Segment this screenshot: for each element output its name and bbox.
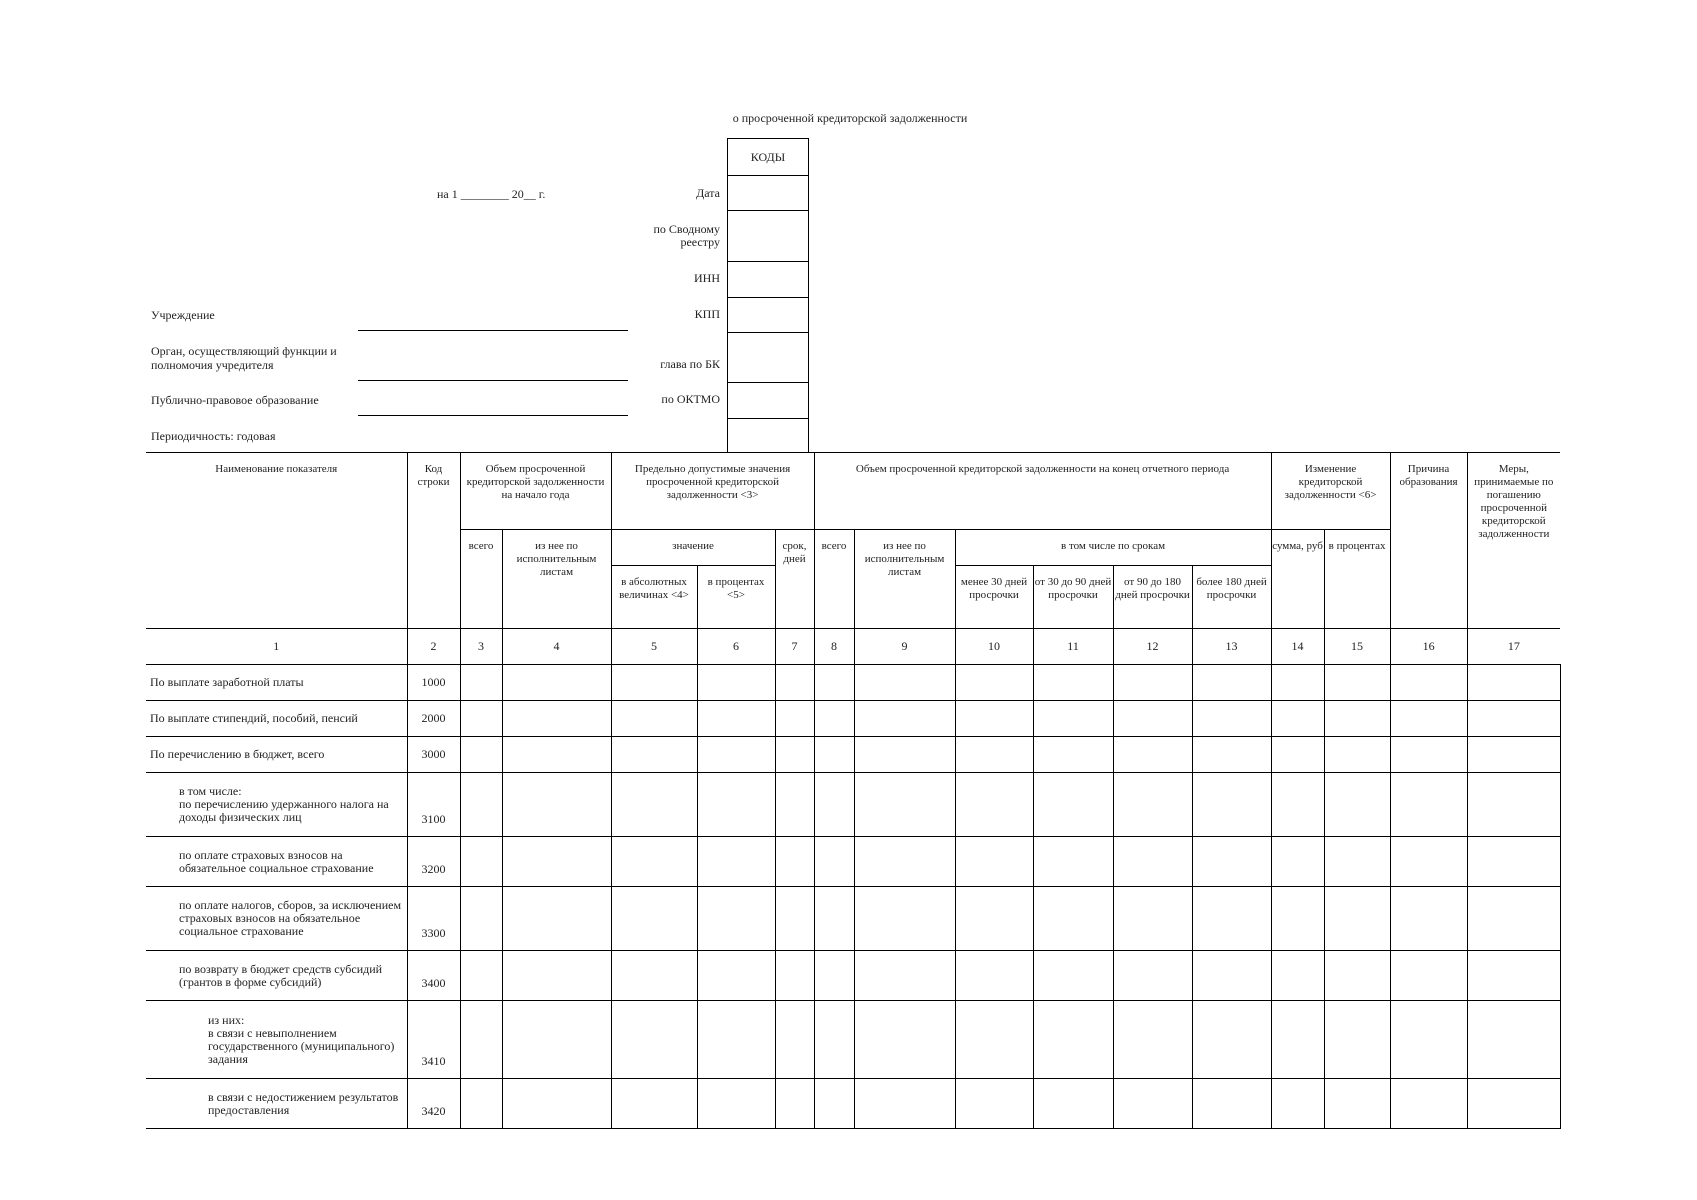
- value-cell-col-11[interactable]: [1033, 773, 1113, 837]
- row-name: По выплате заработной платы: [146, 665, 407, 701]
- column-number: 4: [502, 629, 611, 665]
- value-cell-col-6[interactable]: [697, 887, 775, 951]
- value-cell-col-16[interactable]: [1390, 837, 1467, 887]
- value-cell-col-17[interactable]: [1467, 837, 1560, 887]
- value-cell-col-9[interactable]: [854, 773, 955, 837]
- authority-label: Орган, осуществляющий функции и полномочия учредителя: [151, 344, 337, 372]
- code-oktmo-field[interactable]: [728, 383, 808, 419]
- value-cell-col-10[interactable]: [955, 773, 1033, 837]
- value-cell-col-7[interactable]: [775, 1001, 814, 1079]
- row-name: по оплате налогов, сборов, за исключением страховых взносов на обязательное социальное страхование: [146, 887, 407, 951]
- header-end-of-period: Объем просроченной кредиторской задолженности на конец отчетного периода: [814, 453, 1271, 530]
- value-cell-col-10[interactable]: [955, 1001, 1033, 1079]
- column-number: 6: [697, 629, 775, 665]
- value-cell-col-6[interactable]: [697, 951, 775, 1001]
- value-cell-col-7[interactable]: [775, 737, 814, 773]
- overdue-payables-table: [146, 452, 1561, 1129]
- code-registry-field[interactable]: [728, 211, 808, 262]
- value-cell-col-4[interactable]: [502, 701, 611, 737]
- code-empty-cell: [728, 419, 808, 453]
- value-cell-col-10[interactable]: [955, 837, 1033, 887]
- value-cell-col-17[interactable]: [1467, 887, 1560, 951]
- value-cell-col-9[interactable]: [854, 1001, 955, 1079]
- header-begin-exec: из нее по исполнительным листам: [502, 530, 611, 629]
- column-number: 8: [814, 629, 854, 665]
- value-cell-col-14[interactable]: [1271, 1079, 1324, 1129]
- header-gt180: более 180 дней просрочки: [1192, 566, 1271, 629]
- row-code: 3400: [407, 951, 460, 1001]
- periodicity-label: Периодичность: годовая: [151, 429, 276, 443]
- header-by-terms: в том числе по срокам: [955, 530, 1271, 566]
- value-cell-col-15[interactable]: [1324, 887, 1390, 951]
- value-cell-col-9[interactable]: [854, 951, 955, 1001]
- value-cell-col-8[interactable]: [814, 665, 854, 701]
- value-cell-col-5[interactable]: [611, 837, 697, 887]
- value-cell-col-15[interactable]: [1324, 1001, 1390, 1079]
- value-cell-col-8[interactable]: [814, 887, 854, 951]
- value-cell-col-12[interactable]: [1113, 1001, 1192, 1079]
- column-number: 1: [146, 629, 407, 665]
- value-cell-col-17[interactable]: [1467, 701, 1560, 737]
- value-cell-col-6[interactable]: [697, 837, 775, 887]
- row-name: в связи с недостижением результатов предоставления: [146, 1079, 407, 1129]
- value-cell-col-14[interactable]: [1271, 737, 1324, 773]
- value-cell-col-15[interactable]: [1324, 951, 1390, 1001]
- value-cell-col-12[interactable]: [1113, 951, 1192, 1001]
- table-row: [146, 1001, 1560, 1079]
- row-code: 3300: [407, 887, 460, 951]
- value-cell-col-6[interactable]: [697, 665, 775, 701]
- value-cell-col-16[interactable]: [1390, 887, 1467, 951]
- row-name: из них: в связи с невыполнением государственного (муниципального) задания: [146, 1001, 407, 1079]
- column-number: 16: [1390, 629, 1467, 665]
- value-cell-col-11[interactable]: [1033, 665, 1113, 701]
- value-cell-col-5[interactable]: [611, 773, 697, 837]
- value-cell-col-5[interactable]: [611, 1001, 697, 1079]
- row-code: 1000: [407, 665, 460, 701]
- value-cell-col-12[interactable]: [1113, 1079, 1192, 1129]
- value-cell-col-5[interactable]: [611, 951, 697, 1001]
- column-number: 17: [1467, 629, 1560, 665]
- value-cell-col-14[interactable]: [1271, 665, 1324, 701]
- table-row: [146, 773, 1560, 837]
- value-cell-col-6[interactable]: [697, 1079, 775, 1129]
- value-cell-col-10[interactable]: [955, 887, 1033, 951]
- header-measures: Меры, принимаемые по погашению просроченной кредиторской задолженности: [1467, 453, 1560, 629]
- value-cell-col-13[interactable]: [1192, 737, 1271, 773]
- institution-field[interactable]: [358, 330, 628, 331]
- value-cell-col-15[interactable]: [1324, 837, 1390, 887]
- column-number: 15: [1324, 629, 1390, 665]
- value-cell-col-9[interactable]: [854, 887, 955, 951]
- value-cell-col-17[interactable]: [1467, 773, 1560, 837]
- row-name: по оплате страховых взносов на обязательное социальное страхование: [146, 837, 407, 887]
- codes-box: [727, 138, 809, 453]
- value-cell-col-6[interactable]: [697, 701, 775, 737]
- value-cell-col-13[interactable]: [1192, 951, 1271, 1001]
- row-code: 2000: [407, 701, 460, 737]
- value-cell-col-3[interactable]: [460, 837, 502, 887]
- value-cell-col-11[interactable]: [1033, 951, 1113, 1001]
- header-reason: Причина образования: [1390, 453, 1467, 629]
- value-cell-col-17[interactable]: [1467, 1079, 1560, 1129]
- value-cell-col-10[interactable]: [955, 701, 1033, 737]
- value-cell-col-13[interactable]: [1192, 887, 1271, 951]
- value-cell-col-4[interactable]: [502, 737, 611, 773]
- table-row: [146, 837, 1560, 887]
- value-cell-col-8[interactable]: [814, 837, 854, 887]
- row-code: 3420: [407, 1079, 460, 1129]
- value-cell-col-3[interactable]: [460, 951, 502, 1001]
- row-code: 3100: [407, 773, 460, 837]
- value-cell-col-11[interactable]: [1033, 737, 1113, 773]
- table-row: [146, 951, 1560, 1001]
- value-cell-col-13[interactable]: [1192, 837, 1271, 887]
- column-number: 10: [955, 629, 1033, 665]
- value-cell-col-6[interactable]: [697, 1001, 775, 1079]
- value-cell-col-7[interactable]: [775, 887, 814, 951]
- column-number: 13: [1192, 629, 1271, 665]
- value-cell-col-4[interactable]: [502, 951, 611, 1001]
- column-number: 9: [854, 629, 955, 665]
- value-cell-col-17[interactable]: [1467, 665, 1560, 701]
- value-cell-col-12[interactable]: [1113, 837, 1192, 887]
- value-cell-col-15[interactable]: [1324, 1079, 1390, 1129]
- value-cell-col-13[interactable]: [1192, 701, 1271, 737]
- column-number: 2: [407, 629, 460, 665]
- table-row: [146, 1079, 1560, 1129]
- value-cell-col-5[interactable]: [611, 1079, 697, 1129]
- value-cell-col-11[interactable]: [1033, 1079, 1113, 1129]
- value-cell-col-6[interactable]: [697, 737, 775, 773]
- column-number: 3: [460, 629, 502, 665]
- value-cell-col-12[interactable]: [1113, 887, 1192, 951]
- value-cell-col-16[interactable]: [1390, 1079, 1467, 1129]
- value-cell-col-14[interactable]: [1271, 1001, 1324, 1079]
- value-cell-col-4[interactable]: [502, 665, 611, 701]
- value-cell-col-5[interactable]: [611, 737, 697, 773]
- value-cell-col-3[interactable]: [460, 701, 502, 737]
- label-bk: глава по БК: [660, 357, 720, 371]
- value-cell-col-12[interactable]: [1113, 665, 1192, 701]
- value-cell-col-11[interactable]: [1033, 887, 1113, 951]
- row-code: 3200: [407, 837, 460, 887]
- value-cell-col-3[interactable]: [460, 887, 502, 951]
- value-cell-col-14[interactable]: [1271, 887, 1324, 951]
- value-cell-col-8[interactable]: [814, 701, 854, 737]
- value-cell-col-15[interactable]: [1324, 737, 1390, 773]
- entity-label: Публично-правовое образование: [151, 393, 319, 407]
- value-cell-col-16[interactable]: [1390, 773, 1467, 837]
- table-row: [146, 701, 1560, 737]
- label-date: Дата: [696, 186, 720, 200]
- label-registry: по Сводному реестру: [653, 222, 720, 249]
- header-end-exec: из нее по исполнительным листам: [854, 530, 955, 629]
- value-cell-col-7[interactable]: [775, 701, 814, 737]
- header-limit-values: Предельно допустимые значения просроченной кредиторской задолженности <3>: [611, 453, 814, 530]
- value-cell-col-16[interactable]: [1390, 701, 1467, 737]
- table-row: [146, 665, 1560, 701]
- value-cell-col-3[interactable]: [460, 773, 502, 837]
- header-term-days: срок, дней: [775, 530, 814, 629]
- value-cell-col-7[interactable]: [775, 773, 814, 837]
- value-cell-col-17[interactable]: [1467, 1001, 1560, 1079]
- value-cell-col-11[interactable]: [1033, 837, 1113, 887]
- row-code: 3000: [407, 737, 460, 773]
- value-cell-col-4[interactable]: [502, 773, 611, 837]
- code-inn-field[interactable]: [728, 262, 808, 298]
- value-cell-col-17[interactable]: [1467, 737, 1560, 773]
- value-cell-col-7[interactable]: [775, 1079, 814, 1129]
- header-change-sum: сумма, руб: [1271, 530, 1324, 629]
- header-30-90: от 30 до 90 дней просрочки: [1033, 566, 1113, 629]
- row-name: в том числе: по перечислению удержанного налога на доходы физических лиц: [146, 773, 407, 837]
- value-cell-col-7[interactable]: [775, 951, 814, 1001]
- header-row-code: Код строки: [407, 453, 460, 629]
- value-cell-col-4[interactable]: [502, 837, 611, 887]
- header-begin-of-year: Объем просроченной кредиторской задолженности на начало года: [460, 453, 611, 530]
- value-cell-col-11[interactable]: [1033, 1001, 1113, 1079]
- value-cell-col-8[interactable]: [814, 773, 854, 837]
- column-numbers-row: [146, 629, 1560, 665]
- value-cell-col-7[interactable]: [775, 837, 814, 887]
- column-number: 12: [1113, 629, 1192, 665]
- column-number: 11: [1033, 629, 1113, 665]
- value-cell-col-8[interactable]: [814, 737, 854, 773]
- value-cell-col-12[interactable]: [1113, 773, 1192, 837]
- value-cell-col-13[interactable]: [1192, 773, 1271, 837]
- value-cell-col-8[interactable]: [814, 951, 854, 1001]
- header-value: значение: [611, 530, 775, 566]
- value-cell-col-3[interactable]: [460, 1079, 502, 1129]
- value-cell-col-9[interactable]: [854, 665, 955, 701]
- value-cell-col-9[interactable]: [854, 701, 955, 737]
- value-cell-col-16[interactable]: [1390, 951, 1467, 1001]
- value-cell-col-13[interactable]: [1192, 665, 1271, 701]
- label-inn: ИНН: [694, 271, 720, 285]
- header-indicator-name: Наименование показателя: [146, 453, 407, 629]
- header-abs-values: в абсолютных величинах <4>: [611, 566, 697, 629]
- code-kpp-field[interactable]: [728, 298, 808, 333]
- value-cell-col-8[interactable]: [814, 1001, 854, 1079]
- value-cell-col-10[interactable]: [955, 737, 1033, 773]
- code-bk-field[interactable]: [728, 333, 808, 383]
- value-cell-col-9[interactable]: [854, 1079, 955, 1129]
- header-change: Изменение кредиторской задолженности <6>: [1271, 453, 1390, 530]
- report-date-line: на 1 ________ 20__ г.: [437, 187, 546, 201]
- value-cell-col-15[interactable]: [1324, 773, 1390, 837]
- value-cell-col-14[interactable]: [1271, 837, 1324, 887]
- code-date-field[interactable]: [728, 176, 808, 211]
- value-cell-col-4[interactable]: [502, 1001, 611, 1079]
- authority-field[interactable]: [358, 380, 628, 381]
- value-cell-col-15[interactable]: [1324, 701, 1390, 737]
- value-cell-col-9[interactable]: [854, 837, 955, 887]
- value-cell-col-10[interactable]: [955, 665, 1033, 701]
- header-pct-values: в процентах <5>: [697, 566, 775, 629]
- value-cell-col-13[interactable]: [1192, 1001, 1271, 1079]
- label-oktmo: по ОКТМО: [661, 392, 720, 406]
- value-cell-col-3[interactable]: [460, 737, 502, 773]
- value-cell-col-3[interactable]: [460, 1001, 502, 1079]
- header-begin-total: всего: [460, 530, 502, 629]
- column-number: 14: [1271, 629, 1324, 665]
- value-cell-col-13[interactable]: [1192, 1079, 1271, 1129]
- value-cell-col-7[interactable]: [775, 665, 814, 701]
- header-lt30: менее 30 дней просрочки: [955, 566, 1033, 629]
- value-cell-col-17[interactable]: [1467, 951, 1560, 1001]
- value-cell-col-14[interactable]: [1271, 951, 1324, 1001]
- value-cell-col-14[interactable]: [1271, 773, 1324, 837]
- value-cell-col-16[interactable]: [1390, 737, 1467, 773]
- row-name: По перечислению в бюджет, всего: [146, 737, 407, 773]
- value-cell-col-5[interactable]: [611, 665, 697, 701]
- entity-field[interactable]: [358, 415, 628, 416]
- value-cell-col-10[interactable]: [955, 1079, 1033, 1129]
- table-row: [146, 887, 1560, 951]
- row-code: 3410: [407, 1001, 460, 1079]
- document-title: о просроченной кредиторской задолженности: [732, 111, 968, 125]
- value-cell-col-15[interactable]: [1324, 665, 1390, 701]
- header-90-180: от 90 до 180 дней просрочки: [1113, 566, 1192, 629]
- column-number: 7: [775, 629, 814, 665]
- row-name: по возврату в бюджет средств субсидий (грантов в форме субсидий): [146, 951, 407, 1001]
- institution-label: Учреждение: [151, 308, 215, 322]
- value-cell-col-16[interactable]: [1390, 665, 1467, 701]
- column-number: 5: [611, 629, 697, 665]
- value-cell-col-9[interactable]: [854, 737, 955, 773]
- value-cell-col-12[interactable]: [1113, 701, 1192, 737]
- value-cell-col-8[interactable]: [814, 1079, 854, 1129]
- label-kpp: КПП: [694, 307, 720, 321]
- value-cell-col-6[interactable]: [697, 773, 775, 837]
- value-cell-col-11[interactable]: [1033, 701, 1113, 737]
- table-row: [146, 737, 1560, 773]
- header-change-pct: в процентах: [1324, 530, 1390, 629]
- value-cell-col-10[interactable]: [955, 951, 1033, 1001]
- value-cell-col-14[interactable]: [1271, 701, 1324, 737]
- value-cell-col-5[interactable]: [611, 701, 697, 737]
- value-cell-col-12[interactable]: [1113, 737, 1192, 773]
- value-cell-col-4[interactable]: [502, 887, 611, 951]
- value-cell-col-3[interactable]: [460, 665, 502, 701]
- row-name: По выплате стипендий, пособий, пенсий: [146, 701, 407, 737]
- value-cell-col-16[interactable]: [1390, 1001, 1467, 1079]
- value-cell-col-4[interactable]: [502, 1079, 611, 1129]
- codes-header: КОДЫ: [728, 139, 808, 176]
- header-end-total: всего: [814, 530, 854, 629]
- value-cell-col-5[interactable]: [611, 887, 697, 951]
